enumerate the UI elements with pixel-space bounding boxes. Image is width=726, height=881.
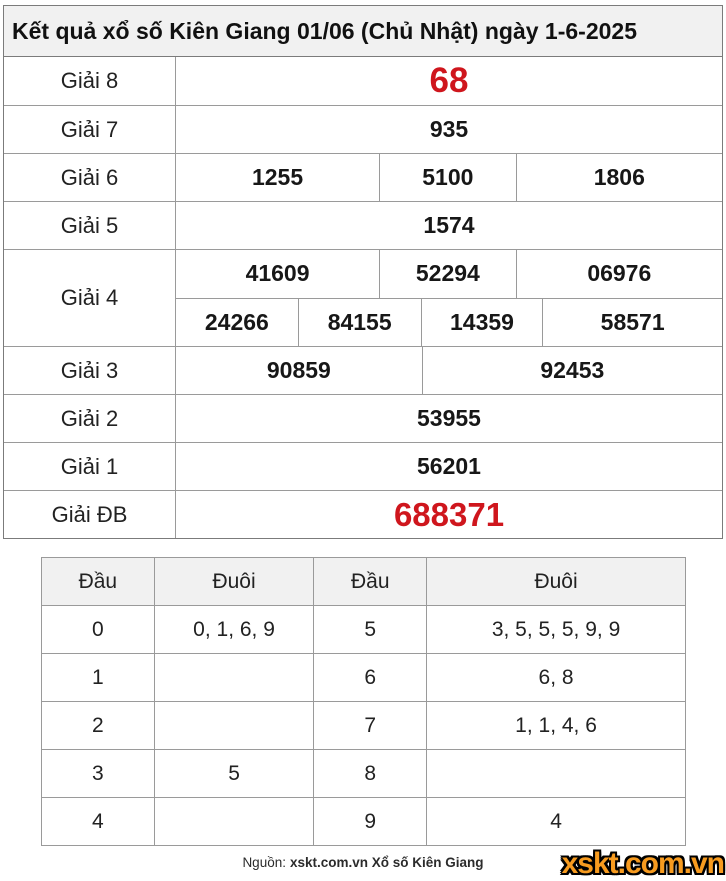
prize-value: 24266	[204, 308, 269, 335]
prize-value: 92453	[422, 347, 722, 394]
prize-value: 1574	[423, 212, 475, 238]
head-tail-cell: 3, 5, 5, 5, 9, 9	[427, 606, 686, 654]
xskt-logo[interactable]: xskt.com.vn	[561, 847, 724, 880]
prize-value: 1806	[516, 154, 722, 201]
prize-value: 58571	[542, 299, 722, 347]
prize-label: Giải 4	[4, 250, 176, 346]
source-prefix: Nguồn:	[242, 855, 286, 870]
head-tail-cell	[154, 702, 314, 750]
prize-value: 1255	[251, 164, 304, 190]
prize-label: Giải 1	[4, 443, 176, 490]
prize-label: Giải 3	[4, 347, 176, 394]
prize-row-giai-2	[4, 394, 722, 442]
head-tail-cell: 4	[427, 798, 686, 846]
head-tail-cell: 3	[42, 750, 155, 798]
head-tail-cell: 0, 1, 6, 9	[154, 606, 314, 654]
head-tail-cell: 6	[314, 654, 427, 702]
prize-label: Giải ĐB	[4, 491, 176, 538]
prize-label: Giải 5	[4, 202, 176, 249]
prize-label: Giải 8	[4, 57, 176, 105]
prize-row-giai-1	[4, 442, 722, 490]
head-tail-header: Đuôi	[154, 558, 314, 606]
prize-row-giai-db	[4, 490, 722, 538]
head-tail-cell: 8	[314, 750, 427, 798]
prize-row-giai-7	[4, 105, 722, 153]
head-tail-cell: 5	[154, 750, 314, 798]
prize-value: 68	[429, 61, 469, 100]
head-tail-row	[42, 606, 686, 654]
prize-value: 84155	[298, 299, 421, 347]
head-tail-header: Đầu	[314, 558, 427, 606]
head-tail-cell: 1	[42, 654, 155, 702]
prize-row-giai-4	[4, 249, 722, 346]
prize-label: Giải 2	[4, 395, 176, 442]
prize-value: 56201	[417, 453, 481, 479]
prize-value: 935	[429, 116, 469, 142]
head-tail-cell: 7	[314, 702, 427, 750]
head-tail-cell: 9	[314, 798, 427, 846]
source-name: xskt.com.vn Xổ số Kiên Giang	[289, 855, 484, 870]
prize-row-giai-5	[4, 201, 722, 249]
prize-row-giai-3	[4, 346, 722, 394]
head-tail-cell	[427, 750, 686, 798]
prize-value: 5100	[379, 154, 516, 201]
head-tail-row	[42, 750, 686, 798]
head-tail-cell: 4	[42, 798, 155, 846]
head-tail-cell: 0	[42, 606, 155, 654]
prize-value: 14359	[421, 299, 543, 347]
head-tail-row	[42, 702, 686, 750]
head-tail-header: Đuôi	[427, 558, 686, 606]
page-title: Kết quả xổ số Kiên Giang 01/06 (Chủ Nhật) ngày 1-6-2025	[3, 5, 723, 57]
prize-label: Giải 6	[4, 154, 176, 201]
prize-label: Giải 7	[4, 106, 176, 153]
head-tail-header-row	[42, 558, 686, 606]
head-tail-table	[41, 557, 686, 846]
head-tail-row	[42, 798, 686, 846]
prize-value: 688371	[393, 495, 505, 533]
head-tail-cell: 1, 1, 4, 6	[427, 702, 686, 750]
prize-value: 06976	[516, 250, 722, 298]
prize-row-giai-6	[4, 153, 722, 201]
prize-value: 52294	[379, 250, 516, 298]
prize-results-table	[3, 56, 723, 539]
head-tail-row	[42, 654, 686, 702]
head-tail-cell: 5	[314, 606, 427, 654]
prize-value: 53955	[417, 405, 481, 431]
head-tail-cell	[154, 798, 314, 846]
head-tail-cell	[154, 654, 314, 702]
prize-value: 41609	[245, 260, 310, 287]
head-tail-header: Đầu	[42, 558, 155, 606]
prize-row-giai-8	[4, 57, 722, 105]
head-tail-cell: 2	[42, 702, 155, 750]
prize-value: 90859	[266, 357, 331, 383]
head-tail-cell: 6, 8	[427, 654, 686, 702]
